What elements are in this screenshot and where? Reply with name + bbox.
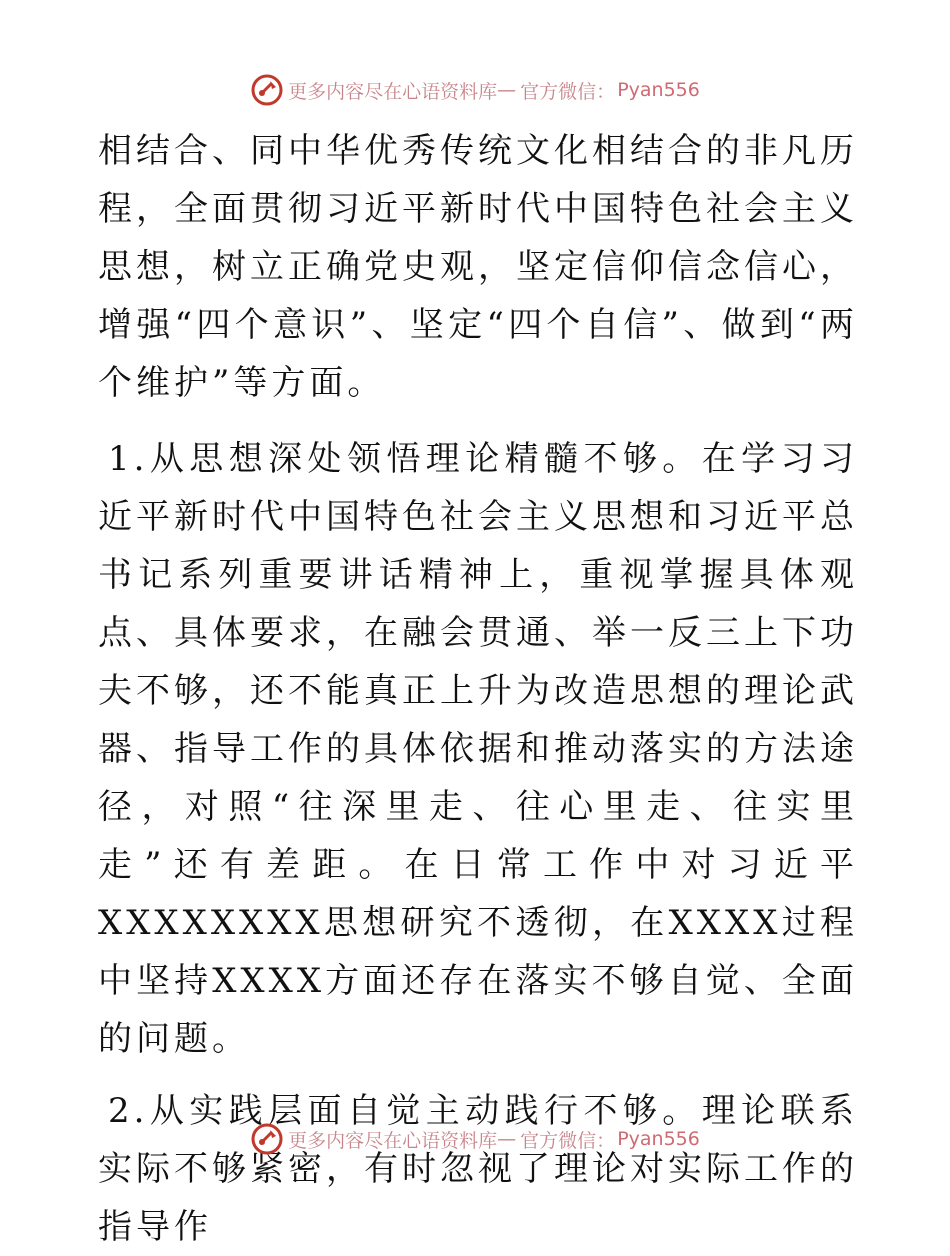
paragraph-item-1: 1.从思想深处领悟理论精髓不够。在学习习近平新时代中国特色社会主义思想和习近平总书记系列重要讲话精神上，重视掌握具体观点、具体要求，在融会贯通、举一反三上下功夫不够，还不能真正上升为改造思想的理论武器、指导工作的具体依据和推动落实的方法途径，对照“往深里走、往心里走、往实里走”还有差距。在日常工作中对习近平XXXXXXXX思想研究不透彻，在XXXX过程中坚持XXXX方面还存在落实不够自觉、全面的问题。: [98, 439, 858, 1059]
paragraph-item-2: 2.从实践层面自觉主动践行不够。理论联系实际不够紧密，有时忽视了理论对实际工作的指导作: [98, 1091, 858, 1247]
logo-icon: [250, 73, 284, 107]
header-watermark: [0, 70, 950, 110]
footer-watermark: [0, 1119, 950, 1159]
logo-icon: [250, 1122, 284, 1156]
watermark-wechat-id: Pyan556: [617, 79, 700, 101]
watermark-wechat-label: 官方微信：: [520, 80, 616, 103]
watermark-text: 更多内容尽在心语资料库: [288, 1129, 498, 1152]
watermark-separator: —: [497, 79, 517, 101]
watermark-separator: —: [497, 1128, 517, 1150]
watermark-text: 更多内容尽在心语资料库: [288, 80, 498, 103]
document-body: [98, 122, 858, 1256]
watermark-wechat-id: Pyan556: [617, 1128, 700, 1150]
paragraph-gap: [98, 412, 858, 430]
paragraph-gap: [98, 1068, 858, 1082]
watermark-wechat-label: 官方微信：: [520, 1129, 616, 1152]
paragraph-continuation: 相结合、同中华优秀传统文化相结合的非凡历程，全面贯彻习近平新时代中国特色社会主义思想，树立正确党史观，坚定信仰信念信心，增强“四个意识”、坚定“四个自信”、做到“两个维护”等方面。: [98, 131, 858, 403]
